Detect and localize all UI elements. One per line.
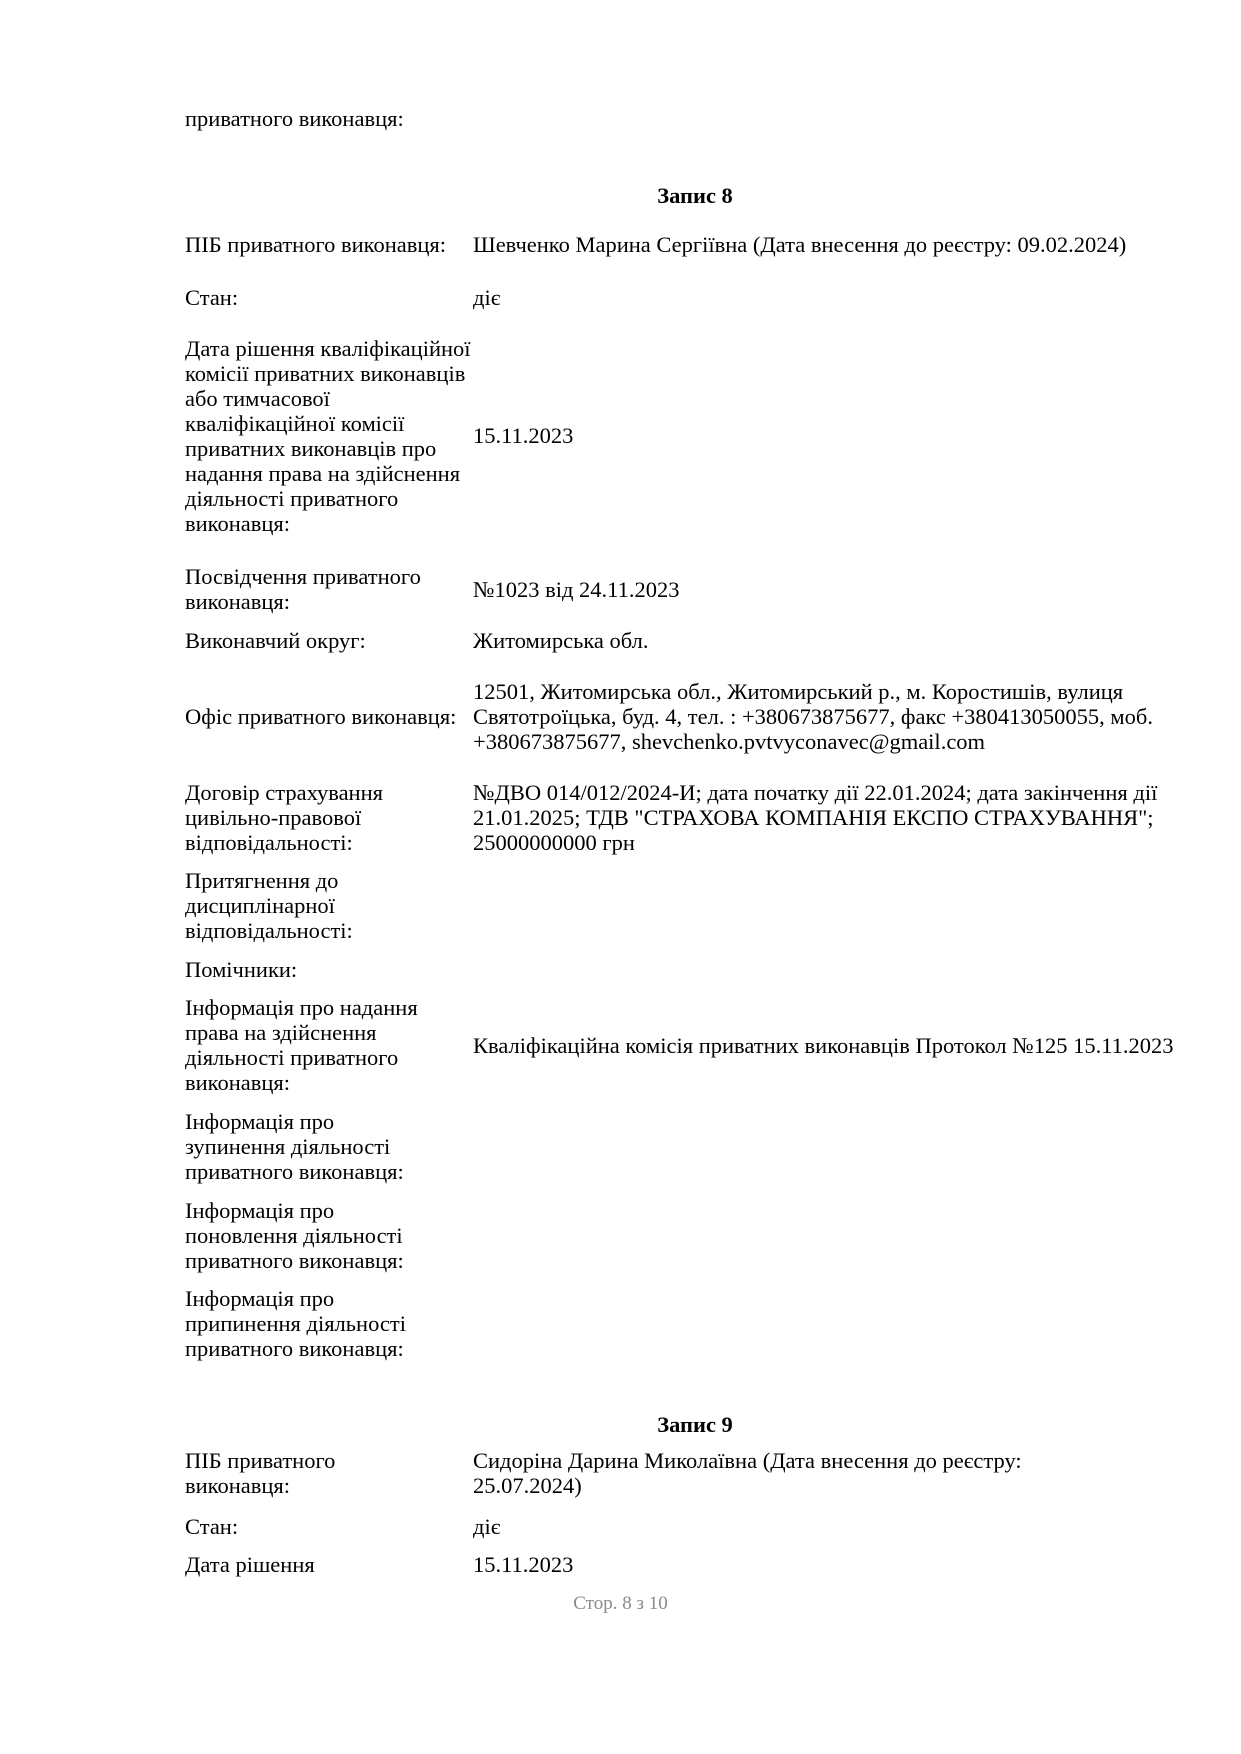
row-label: Посвідчення приватного виконавця:: [185, 564, 421, 614]
row-label: Інформація про поновлення діяльності приватного виконавця:: [185, 1198, 404, 1273]
row-label: Договір страхування цивільно-правової відповідальності:: [185, 780, 383, 855]
row-value: діє: [473, 1514, 501, 1539]
row-label: Стан:: [185, 1514, 239, 1539]
carry-over-text: приватного виконавця:: [185, 106, 404, 131]
row-label: Стан:: [185, 285, 239, 310]
row-value: Шевченко Марина Сергіївна (Дата внесення до реєстру: 09.02.2024): [473, 231, 1127, 257]
record-title: Запис 8: [657, 183, 733, 208]
record-row: [185, 628, 1205, 653]
row-value: Кваліфікаційна комісія приватних виконавців Протокол №125 15.11.2023: [473, 1032, 1174, 1058]
row-label: Офіс приватного виконавця:: [185, 703, 457, 729]
row-label: Виконавчий округ:: [185, 628, 366, 653]
record-row: [185, 1514, 1205, 1539]
record-row: [185, 323, 1205, 548]
record-row: [185, 1448, 1205, 1498]
record-title: Запис 9: [657, 1412, 733, 1437]
row-label: Дата рішення: [185, 1552, 315, 1577]
record-row: [185, 219, 1205, 269]
row-value: Житомирська обл.: [473, 628, 649, 653]
row-label: Інформація про зупинення діяльності приватного виконавця:: [185, 1109, 404, 1184]
record-row: [185, 564, 1205, 614]
row-value: 15.11.2023: [473, 423, 574, 448]
row-label: Притягнення до дисциплінарної відповідальності:: [185, 868, 353, 943]
record-row: [185, 957, 1205, 982]
row-label: Інформація про надання права на здійснення діяльності приватного виконавця:: [185, 995, 418, 1095]
row-label: Дата рішення кваліфікаційної комісії приватних виконавців або тимчасової кваліфікаційної комісії приватних виконавців про надання права на здійснення діяльності приватного виконавця:: [185, 335, 471, 536]
record-row: [185, 780, 1205, 855]
row-value: Сидоріна Дарина Миколаївна (Дата внесення до реєстру: 25.07.2024): [473, 1448, 1022, 1498]
row-label: ПІБ приватного виконавця:: [185, 1448, 336, 1498]
record-row: [185, 1109, 1205, 1184]
row-label: ПІБ приватного виконавця:: [185, 231, 447, 257]
row-value: №ДВО 014/012/2024-И; дата початку дії 22.01.2024; дата закінчення дії 21.01.2025; ТДВ "СТРАХОВА КОМПАНІЯ ЕКСПО СТРАХУВАННЯ"; 25000000000 грн: [473, 780, 1158, 855]
record-row: [185, 666, 1205, 766]
record-row: [185, 1198, 1205, 1273]
page-number-footer: Стор. 8 з 10: [573, 1593, 668, 1614]
record-row: [185, 1552, 1205, 1577]
row-label: Помічники:: [185, 957, 298, 982]
record-row: [185, 1286, 1205, 1361]
row-value: діє: [473, 285, 501, 310]
record-row: [185, 995, 1205, 1095]
record-row: [185, 868, 1205, 943]
row-value: 15.11.2023: [473, 1552, 574, 1577]
row-value: №1023 від 24.11.2023: [473, 576, 680, 602]
row-label: Інформація про припинення діяльності приватного виконавця:: [185, 1286, 406, 1361]
record-row: [185, 285, 1205, 310]
row-value: 12501, Житомирська обл., Житомирський р., м. Коростишів, вулиця Святотроїцька, буд. 4, тел. : +380673875677, факс +380413050055, моб. +380673875677, shevchenko.pvtvyconavec@gmail.com: [473, 678, 1153, 754]
